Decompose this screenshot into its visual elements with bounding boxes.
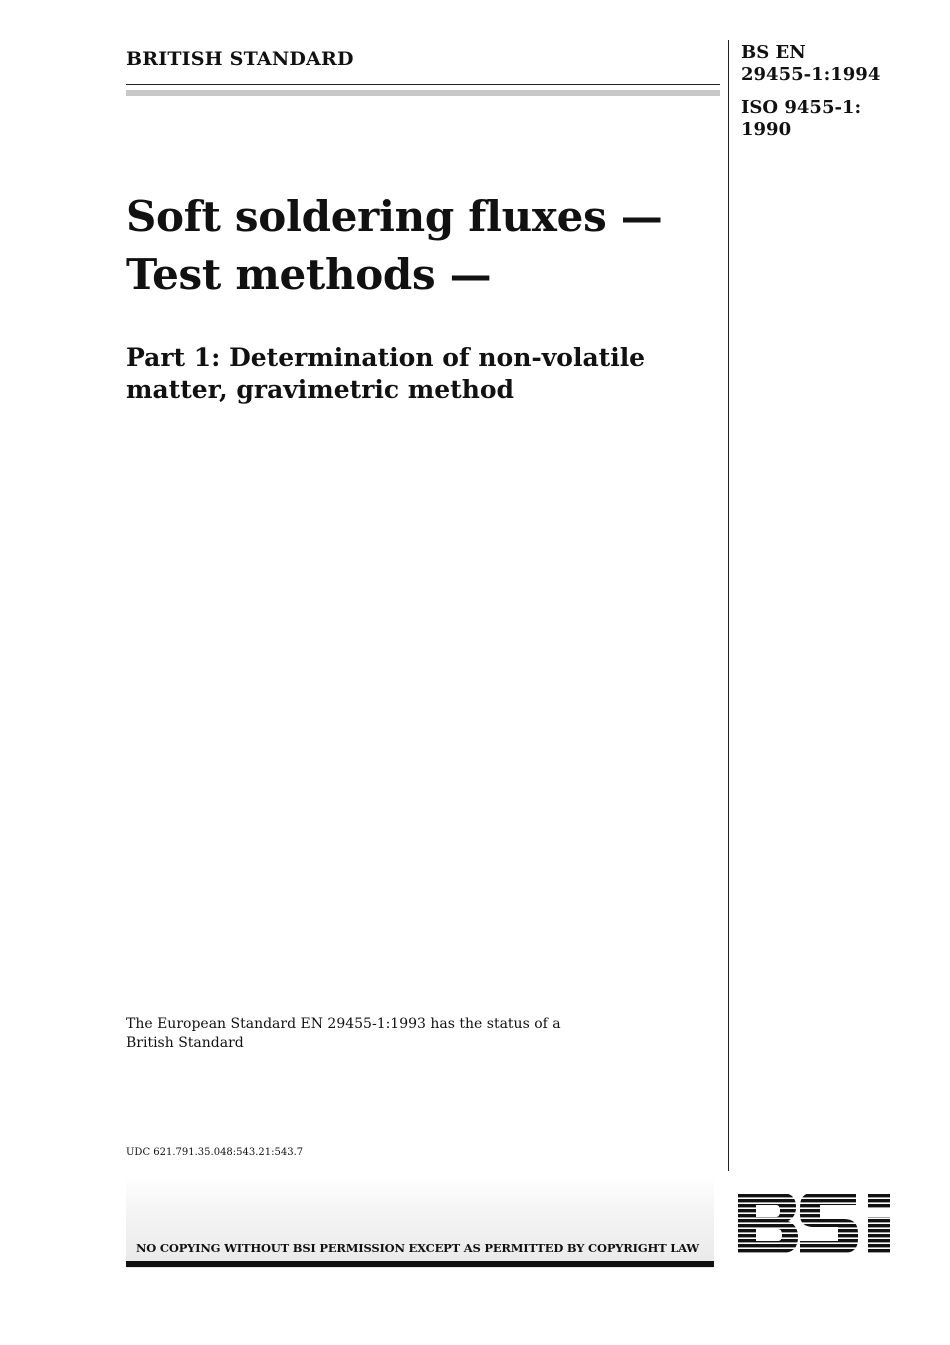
column-divider <box>728 40 729 1171</box>
subtitle-line-1: Part 1: Determination of non-volatile <box>126 343 646 372</box>
bsi-logo-text: BSi <box>736 1189 738 1190</box>
status-statement <box>126 1015 561 1053</box>
bsi-logo <box>736 1189 906 1269</box>
standard-number-bs-en-code: 29455-1:1994 <box>741 64 881 85</box>
standard-number-iso-year: 1990 <box>741 119 792 140</box>
footer-bar <box>126 1261 714 1267</box>
header-rule <box>126 84 720 85</box>
udc-code: UDC 621.791.35.048:543.21:543.7 <box>126 1147 304 1158</box>
title-line-2: Test methods — <box>126 250 492 299</box>
subtitle-line-2: matter, gravimetric method <box>126 375 515 404</box>
standard-number-bs-en: BS EN <box>741 42 806 63</box>
header-label: BRITISH STANDARD <box>126 48 354 70</box>
title-line-1: Soft soldering fluxes — <box>126 192 663 241</box>
status-line-1: The European Standard EN 29455-1:1993 has the status of a <box>126 1016 561 1032</box>
copyright-notice: NO COPYING WITHOUT BSI PERMISSION EXCEPT AS PERMITTED BY COPYRIGHT LAW <box>136 1241 700 1255</box>
document-subtitle <box>126 342 645 406</box>
header-grey-rule <box>126 90 720 96</box>
standard-number-iso: ISO 9455-1: <box>741 97 862 118</box>
status-line-2: British Standard <box>126 1035 244 1051</box>
document-title <box>126 188 662 304</box>
